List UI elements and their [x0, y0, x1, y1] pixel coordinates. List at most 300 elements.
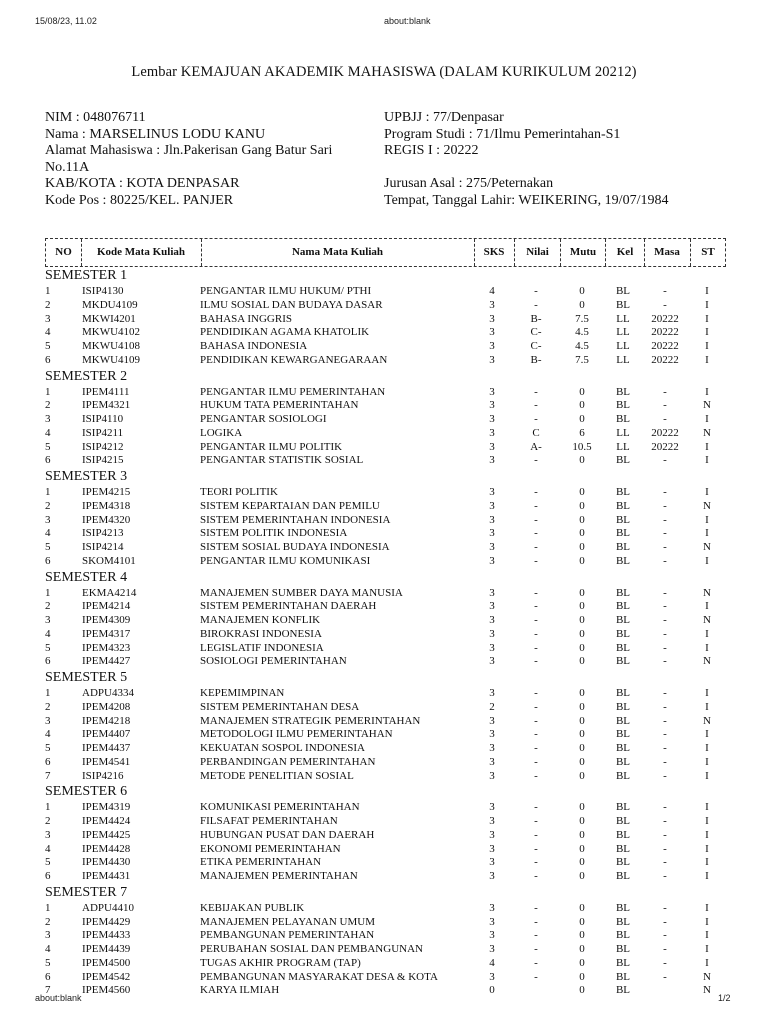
cell-no: 4 [45, 842, 51, 855]
cell-kel: BL [615, 527, 631, 540]
cell-kel: BL [615, 600, 631, 613]
cell-sks: 4 [489, 956, 495, 969]
cell-nama: PERUBAHAN SOSIAL DAN PEMBANGUNAN [200, 943, 423, 955]
table-row [0, 801, 768, 815]
cell-no: 4 [45, 728, 51, 741]
cell-sks: 3 [489, 627, 495, 640]
cell-masa: - [663, 614, 667, 626]
cell-masa: 20222 [651, 426, 679, 439]
cell-no: 3 [45, 929, 51, 942]
cell-mutu: 0 [579, 815, 585, 827]
cell-masa: - [663, 742, 667, 754]
cell-sks: 3 [489, 728, 495, 741]
cell-no: 5 [45, 440, 51, 453]
cell-mutu: 0 [579, 856, 585, 869]
cell-sks: 3 [489, 901, 495, 914]
cell-nilai: - [534, 842, 538, 855]
cell-kode: ADPU4410 [82, 901, 134, 914]
table-header [45, 238, 726, 267]
cell-mutu: 0 [579, 655, 585, 668]
cell-nama: MANAJEMEN PELAYANAN UMUM [200, 915, 375, 928]
cell-mutu: 0 [579, 755, 585, 768]
cell-no: 7 [45, 984, 51, 997]
cell-no: 2 [45, 399, 51, 412]
cell-kode: IPEM4439 [82, 943, 131, 955]
cell-no: 1 [45, 385, 51, 398]
cell-mutu: 0 [579, 486, 585, 498]
jurusan-asal: Jurusan Asal : 275/Peternakan [384, 176, 554, 191]
table-row [0, 742, 768, 756]
cell-st: I [705, 285, 709, 297]
cell-mutu: 0 [579, 513, 585, 526]
cell-mutu: 7.5 [575, 353, 589, 366]
cell-kel: LL [616, 440, 630, 453]
cell-mutu: 0 [579, 641, 585, 654]
cell-sks: 3 [489, 755, 495, 768]
cell-nilai: - [534, 513, 538, 526]
cell-mutu: 0 [579, 956, 585, 969]
table-row [0, 971, 768, 985]
cell-nilai: - [534, 600, 538, 613]
cell-sks: 3 [489, 298, 495, 311]
cell-st: I [705, 929, 709, 942]
cell-sks: 3 [489, 769, 495, 782]
cell-mutu: 4.5 [575, 340, 589, 352]
cell-st: I [705, 700, 709, 713]
cell-kel: BL [615, 842, 631, 855]
cell-nilai: - [534, 541, 538, 553]
cell-kel: BL [615, 984, 631, 997]
cell-kode: IPEM4218 [82, 714, 131, 727]
cell-masa: 20222 [651, 326, 679, 339]
cell-mutu: 0 [579, 915, 585, 928]
cell-mutu: 6 [579, 426, 585, 439]
cell-kel: BL [615, 742, 631, 754]
table-row [0, 326, 768, 340]
cell-no: 6 [45, 970, 51, 983]
cell-nama: EKONOMI PEMERINTAHAN [200, 842, 341, 855]
cell-nilai: C- [530, 326, 542, 339]
cell-mutu: 0 [579, 728, 585, 741]
cell-kel: BL [615, 700, 631, 713]
table-row [0, 340, 768, 354]
cell-kode: MKWU4108 [82, 340, 141, 352]
cell-kode: ISIP4110 [82, 413, 124, 425]
cell-nilai: - [534, 614, 538, 626]
cell-masa: 20222 [651, 340, 679, 352]
cell-masa: - [663, 970, 667, 983]
cell-mutu: 7.5 [575, 312, 589, 325]
cell-kel: BL [615, 943, 631, 955]
cell-masa: - [663, 454, 667, 467]
cell-mutu: 0 [579, 901, 585, 914]
cell-kode: IPEM4437 [82, 742, 131, 754]
cell-st: I [705, 298, 709, 311]
cell-mutu: 0 [579, 984, 585, 997]
cell-kel: BL [615, 554, 631, 567]
cell-masa: - [663, 554, 667, 567]
header-st: ST [701, 246, 715, 258]
semester-heading: SEMESTER 4 [45, 569, 128, 585]
table-row [0, 285, 768, 299]
cell-kel: BL [615, 870, 631, 882]
cell-kode: EKMA4214 [82, 586, 137, 599]
cell-no: 1 [45, 285, 51, 297]
cell-nama: SISTEM POLITIK INDONESIA [200, 527, 348, 540]
cell-nama: PERBANDINGAN PEMERINTAHAN [200, 755, 376, 768]
cell-no: 6 [45, 870, 51, 882]
cell-sks: 3 [489, 915, 495, 928]
cell-nama: METODE PENELITIAN SOSIAL [200, 769, 354, 782]
cell-kode: IPEM4500 [82, 956, 131, 969]
cell-kode: IPEM4318 [82, 499, 131, 512]
cell-masa: - [663, 527, 667, 540]
cell-kode: IPEM4542 [82, 970, 131, 983]
cell-sks: 3 [489, 413, 495, 425]
semester-heading: SEMESTER 7 [45, 884, 128, 900]
cell-st: I [705, 901, 709, 914]
table-row [0, 514, 768, 528]
cell-sks: 3 [489, 385, 495, 398]
cell-no: 1 [45, 901, 51, 914]
cell-kel: BL [615, 655, 631, 668]
header-no: NO [55, 246, 72, 258]
cell-nama: KEBIJAKAN PUBLIK [200, 901, 305, 914]
cell-nilai: - [534, 856, 538, 869]
table-row [0, 427, 768, 441]
cell-masa: - [663, 842, 667, 855]
cell-sks: 3 [489, 943, 495, 955]
cell-kel: BL [615, 627, 631, 640]
cell-mutu: 0 [579, 828, 585, 841]
table-row [0, 628, 768, 642]
cell-nilai: - [534, 901, 538, 914]
cell-kel: BL [615, 399, 631, 412]
cell-nama: METODOLOGI ILMU PEMERINTAHAN [200, 728, 393, 741]
cell-masa: - [663, 687, 667, 699]
cell-sks: 3 [489, 541, 495, 553]
cell-masa: - [663, 600, 667, 613]
cell-masa: - [663, 399, 667, 412]
cell-mutu: 0 [579, 801, 585, 814]
cell-nama: MANAJEMEN SUMBER DAYA MANUSIA [200, 586, 403, 599]
cell-kel: BL [615, 956, 631, 969]
cell-kel: BL [615, 801, 631, 814]
cell-mutu: 4.5 [575, 326, 589, 339]
cell-st: I [705, 742, 709, 754]
cell-mutu: 0 [579, 541, 585, 553]
cell-no: 5 [45, 956, 51, 969]
cell-nama: LEGISLATIF INDONESIA [200, 641, 324, 654]
cell-kode: MKDU4109 [82, 298, 138, 311]
cell-nilai: - [534, 527, 538, 540]
regis: REGIS I : 20222 [384, 143, 479, 158]
table-row [0, 500, 768, 514]
cell-masa: - [663, 901, 667, 914]
cell-kode: ISIP4130 [82, 285, 124, 297]
cell-masa: - [663, 285, 667, 297]
cell-nama: HUKUM TATA PEMERINTAHAN [200, 399, 359, 412]
cell-no: 2 [45, 600, 51, 613]
table-row [0, 313, 768, 327]
cell-no: 2 [45, 700, 51, 713]
cell-masa: - [663, 815, 667, 827]
cell-st: N [703, 714, 711, 727]
cell-nilai: - [534, 943, 538, 955]
cell-kode: IPEM4309 [82, 614, 131, 626]
cell-kel: BL [615, 586, 631, 599]
cell-masa: - [663, 641, 667, 654]
cell-nilai: - [534, 285, 538, 297]
cell-kel: LL [616, 312, 630, 325]
print-url: about:blank [384, 16, 431, 26]
cell-nama: MANAJEMEN STRATEGIK PEMERINTAHAN [200, 714, 421, 727]
cell-mutu: 0 [579, 499, 585, 512]
cell-kel: BL [615, 513, 631, 526]
cell-nama: BAHASA INGGRIS [200, 312, 292, 325]
cell-nilai: A- [530, 440, 542, 453]
cell-kode: IPEM4429 [82, 915, 131, 928]
cell-no: 3 [45, 828, 51, 841]
cell-nilai: - [534, 385, 538, 398]
table-row [0, 614, 768, 628]
cell-nilai: - [534, 499, 538, 512]
cell-sks: 3 [489, 828, 495, 841]
cell-nilai: - [534, 298, 538, 311]
cell-nilai: - [534, 929, 538, 942]
cell-mutu: 0 [579, 385, 585, 398]
cell-mutu: 0 [579, 554, 585, 567]
student-info-left [45, 110, 332, 209]
cell-nama: PENGANTAR ILMU KOMUNIKASI [200, 554, 371, 567]
cell-no: 6 [45, 554, 51, 567]
cell-st: I [705, 828, 709, 841]
cell-kel: LL [616, 426, 630, 439]
cell-masa: - [663, 856, 667, 869]
program-studi: Program Studi : 71/Ilmu Pemerintahan-S1 [384, 126, 621, 142]
cell-kel: BL [615, 541, 631, 553]
cell-nilai: - [534, 627, 538, 640]
course-table [0, 267, 768, 998]
table-row [0, 929, 768, 943]
cell-masa: - [663, 513, 667, 526]
table-row [0, 454, 768, 468]
cell-st: I [705, 815, 709, 827]
cell-kode: ISIP4212 [82, 440, 124, 453]
cell-kel: LL [616, 353, 630, 366]
table-row [0, 728, 768, 742]
semester-heading: SEMESTER 5 [45, 670, 128, 685]
cell-mutu: 0 [579, 298, 585, 311]
cell-sks: 0 [489, 984, 495, 997]
table-row [0, 413, 768, 427]
cell-kel: BL [615, 815, 631, 827]
cell-nilai: - [534, 742, 538, 754]
cell-masa: 20222 [651, 440, 679, 453]
cell-mutu: 0 [579, 600, 585, 613]
cell-kode: ISIP4211 [82, 426, 124, 439]
cell-nama: SISTEM PEMERINTAHAN DAERAH [200, 600, 377, 613]
table-row [0, 870, 768, 884]
cell-sks: 2 [489, 700, 495, 713]
cell-nama: PENGANTAR ILMU PEMERINTAHAN [200, 385, 386, 398]
cell-kel: BL [615, 901, 631, 914]
cell-masa: - [663, 828, 667, 841]
cell-kode: MKWU4109 [82, 353, 141, 366]
table-row [0, 856, 768, 870]
cell-masa: 20222 [651, 312, 679, 325]
cell-sks: 3 [489, 600, 495, 613]
cell-st: N [703, 499, 711, 512]
cell-st: N [703, 614, 711, 626]
cell-masa: - [663, 728, 667, 741]
cell-sks: 3 [489, 513, 495, 526]
cell-kode: SKOM4101 [82, 554, 136, 567]
cell-nilai: - [534, 801, 538, 814]
cell-nilai: - [534, 870, 538, 882]
cell-nilai: - [534, 755, 538, 768]
cell-nilai: - [534, 728, 538, 741]
semester-heading: SEMESTER 1 [45, 268, 128, 283]
cell-nama: MANAJEMEN KONFLIK [200, 614, 321, 626]
cell-no: 4 [45, 627, 51, 640]
cell-kode: IPEM4321 [82, 399, 131, 412]
cell-nama: PENGANTAR STATISTIK SOSIAL [200, 454, 364, 467]
cell-st: I [705, 842, 709, 855]
cell-nama: PENDIDIKAN KEWARGANEGARAAN [200, 353, 388, 366]
cell-st: I [705, 641, 709, 654]
cell-kode: IPEM4323 [82, 641, 131, 654]
cell-st: I [705, 353, 709, 366]
cell-sks: 3 [489, 454, 495, 467]
table-row [0, 600, 768, 614]
table-row [0, 555, 768, 569]
cell-kel: BL [615, 728, 631, 741]
cell-kel: BL [615, 915, 631, 928]
cell-sks: 3 [489, 554, 495, 567]
cell-st: I [705, 856, 709, 869]
cell-sks: 3 [489, 714, 495, 727]
cell-no: 6 [45, 353, 51, 366]
cell-sks: 3 [489, 486, 495, 498]
cell-nilai: - [534, 815, 538, 827]
table-row [0, 756, 768, 770]
cell-kel: BL [615, 413, 631, 425]
tempat-tanggal-lahir: Tempat, Tanggal Lahir: WEIKERING, 19/07/1984 [384, 192, 669, 208]
table-row [0, 770, 768, 784]
cell-st: I [705, 755, 709, 768]
cell-nama: HUBUNGAN PUSAT DAN DAERAH [200, 828, 375, 841]
cell-masa: - [663, 755, 667, 768]
cell-kel: BL [615, 929, 631, 942]
cell-sks: 3 [489, 527, 495, 540]
table-row [0, 655, 768, 669]
table-row [0, 527, 768, 541]
cell-mutu: 0 [579, 586, 585, 599]
cell-no: 5 [45, 541, 51, 553]
student-name: Nama : MARSELINUS LODU KANU [45, 126, 266, 142]
cell-st: N [703, 541, 711, 553]
cell-nama: SOSIOLOGI PEMERINTAHAN [200, 655, 347, 668]
cell-kode: ISIP4215 [82, 454, 124, 467]
header-mutu: Mutu [569, 246, 597, 258]
nim: NIM : 048076711 [45, 110, 146, 125]
table-row [0, 441, 768, 455]
cell-kel: BL [615, 755, 631, 768]
cell-kode: IPEM4320 [82, 513, 131, 526]
cell-no: 3 [45, 714, 51, 727]
cell-kode: MKWI4201 [82, 312, 136, 325]
cell-kel: LL [616, 340, 630, 352]
cell-kel: BL [615, 614, 631, 626]
cell-nilai: C- [530, 340, 542, 352]
cell-nilai: - [534, 641, 538, 654]
table-row [0, 715, 768, 729]
cell-nama: PENGANTAR SOSIOLOGI [200, 413, 327, 425]
cell-no: 6 [45, 454, 51, 467]
cell-sks: 3 [489, 326, 495, 339]
cell-st: I [705, 340, 709, 352]
cell-masa: - [663, 298, 667, 311]
table-row [0, 642, 768, 656]
cell-sks: 3 [489, 641, 495, 654]
cell-mutu: 0 [579, 714, 585, 727]
cell-st: I [705, 627, 709, 640]
table-row [0, 354, 768, 368]
cell-kel: BL [615, 499, 631, 512]
cell-masa: - [663, 486, 667, 498]
cell-st: I [705, 554, 709, 567]
cell-no: 5 [45, 856, 51, 869]
table-row [0, 541, 768, 555]
cell-st: I [705, 486, 709, 498]
cell-no: 5 [45, 641, 51, 654]
cell-nilai: - [534, 554, 538, 567]
header-masa: Masa [654, 246, 680, 258]
cell-nilai: C [532, 426, 540, 439]
cell-st: I [705, 527, 709, 540]
cell-sks: 3 [489, 440, 495, 453]
cell-sks: 3 [489, 340, 495, 352]
cell-nama: PEMBANGUNAN PEMERINTAHAN [200, 929, 375, 942]
cell-st: I [705, 956, 709, 969]
cell-kel: BL [615, 687, 631, 699]
cell-st: I [705, 801, 709, 814]
cell-mutu: 0 [579, 614, 585, 626]
cell-st: I [705, 870, 709, 882]
cell-nilai: - [534, 586, 538, 599]
cell-no: 3 [45, 312, 51, 325]
cell-kode: IPEM4214 [82, 600, 131, 613]
cell-no: 2 [45, 915, 51, 928]
cell-nilai: - [534, 687, 538, 699]
cell-kode: IPEM4428 [82, 842, 131, 855]
cell-no: 4 [45, 527, 51, 540]
cell-no: 1 [45, 687, 51, 699]
cell-nama: FILSAFAT PEMERINTAHAN [200, 815, 338, 827]
cell-st: I [705, 385, 709, 398]
cell-nilai: - [534, 915, 538, 928]
cell-no: 1 [45, 801, 51, 814]
cell-mutu: 0 [579, 687, 585, 699]
cell-mutu: 0 [579, 627, 585, 640]
cell-masa: - [663, 943, 667, 955]
cell-mutu: 0 [579, 870, 585, 882]
cell-nilai: - [534, 655, 538, 668]
cell-mutu: 0 [579, 943, 585, 955]
cell-masa: - [663, 627, 667, 640]
cell-no: 4 [45, 426, 51, 439]
